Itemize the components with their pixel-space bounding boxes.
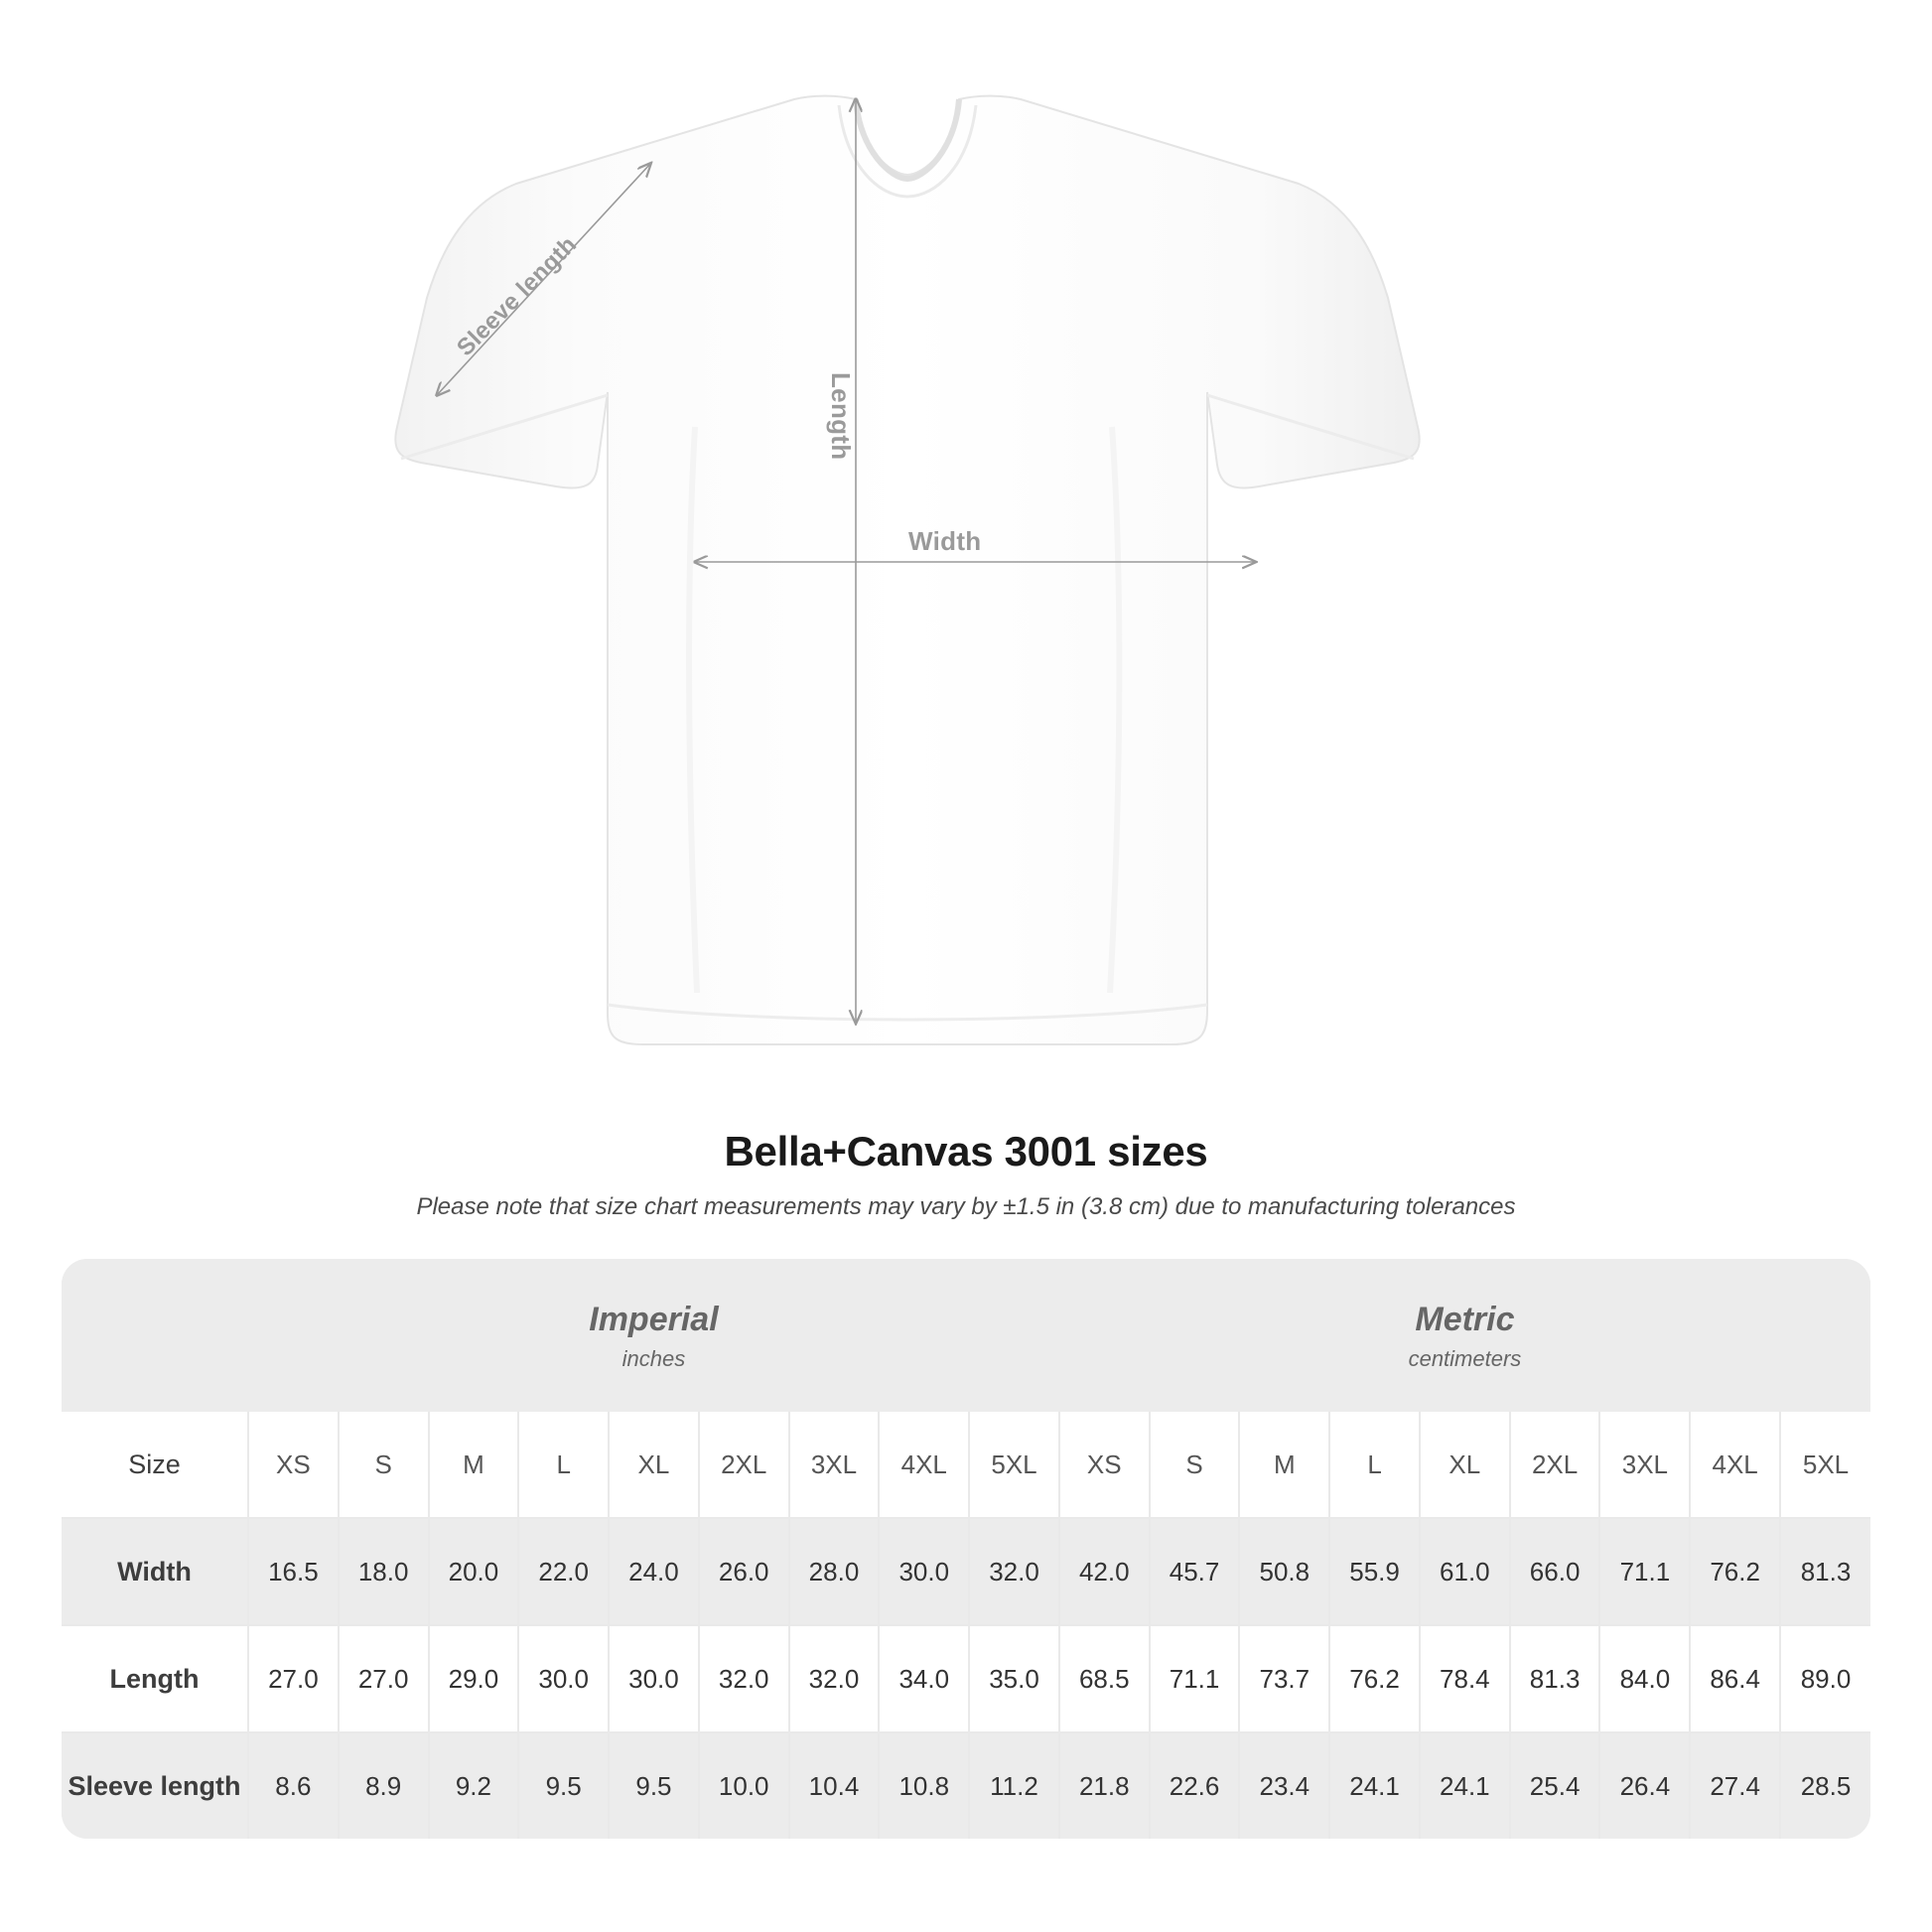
table-cell: 27.4 <box>1690 1732 1780 1839</box>
table-cell: 32.0 <box>699 1625 789 1732</box>
table-cell: 66.0 <box>1510 1518 1600 1625</box>
unit-imperial-name: Imperial <box>589 1300 719 1338</box>
table-cell: 68.5 <box>1059 1625 1150 1732</box>
size-header-cell: XL <box>609 1412 699 1518</box>
table-cell: 27.0 <box>248 1625 339 1732</box>
table-cell: 22.0 <box>518 1518 609 1625</box>
table-cell: 30.0 <box>609 1625 699 1732</box>
table-cell: 35.0 <box>969 1625 1059 1732</box>
table-cell: 10.0 <box>699 1732 789 1839</box>
size-header-cell: M <box>429 1412 519 1518</box>
table-cell: 50.8 <box>1239 1518 1329 1625</box>
table-cell: 86.4 <box>1690 1625 1780 1732</box>
table-row <box>62 1625 1870 1732</box>
table-cell: 20.0 <box>429 1518 519 1625</box>
table-cell: 73.7 <box>1239 1625 1329 1732</box>
table-cell: 8.6 <box>248 1732 339 1839</box>
size-header-cell: XS <box>1059 1412 1150 1518</box>
table-cell: 34.0 <box>879 1625 969 1732</box>
row-label-sleeve-length: Sleeve length <box>62 1732 248 1839</box>
table-cell: 29.0 <box>429 1625 519 1732</box>
table-row <box>62 1732 1870 1839</box>
table-cell: 26.0 <box>699 1518 789 1625</box>
heading-block <box>0 1128 1932 1221</box>
table-cell: 78.4 <box>1420 1625 1510 1732</box>
table-cell: 9.5 <box>609 1732 699 1839</box>
size-header-row <box>62 1412 1870 1518</box>
size-header-cell: 3XL <box>789 1412 880 1518</box>
size-header-cell: XS <box>248 1412 339 1518</box>
table-cell: 89.0 <box>1780 1625 1870 1732</box>
table-cell: 9.5 <box>518 1732 609 1839</box>
table-cell: 76.2 <box>1690 1518 1780 1625</box>
table-cell: 10.8 <box>879 1732 969 1839</box>
table-cell: 28.5 <box>1780 1732 1870 1839</box>
table-cell: 55.9 <box>1329 1518 1420 1625</box>
shirt-outline <box>395 96 1419 1044</box>
tolerance-note: Please note that size chart measurements may vary by ±1.5 in (3.8 cm) due to manufacturing tolerances <box>416 1193 1516 1220</box>
table-cell: 11.2 <box>969 1732 1059 1839</box>
unit-group-imperial <box>248 1259 1059 1412</box>
size-header-cell: 2XL <box>1510 1412 1600 1518</box>
size-table <box>62 1259 1870 1839</box>
unit-imperial-sub: inches <box>621 1346 686 1372</box>
table-cell: 81.3 <box>1780 1518 1870 1625</box>
size-header-cell: 4XL <box>879 1412 969 1518</box>
size-header-cell: 2XL <box>699 1412 789 1518</box>
table-cell: 76.2 <box>1329 1625 1420 1732</box>
table-cell: 45.7 <box>1150 1518 1240 1625</box>
table-cell: 71.1 <box>1599 1518 1690 1625</box>
row-label-width: Width <box>62 1518 248 1625</box>
size-header-cell: XL <box>1420 1412 1510 1518</box>
size-table-container <box>62 1259 1870 1839</box>
size-header-cell: L <box>518 1412 609 1518</box>
unit-metric-sub: centimeters <box>1408 1346 1522 1372</box>
size-header-cell: 5XL <box>1780 1412 1870 1518</box>
unit-group-metric <box>1059 1259 1870 1412</box>
table-cell: 18.0 <box>339 1518 429 1625</box>
table-cell: 24.1 <box>1329 1732 1420 1839</box>
size-header-cell: S <box>1150 1412 1240 1518</box>
table-cell: 28.0 <box>789 1518 880 1625</box>
unit-header-row <box>62 1259 1870 1412</box>
unit-metric-name: Metric <box>1415 1300 1515 1338</box>
table-cell: 26.4 <box>1599 1732 1690 1839</box>
table-cell: 21.8 <box>1059 1732 1150 1839</box>
size-header-cell: 5XL <box>969 1412 1059 1518</box>
table-cell: 71.1 <box>1150 1625 1240 1732</box>
row-label-length: Length <box>62 1625 248 1732</box>
unit-row-corner <box>62 1259 248 1412</box>
sleeve-length-dimension-label: Sleeve length <box>452 230 583 362</box>
size-header-cell: M <box>1239 1412 1329 1518</box>
table-row <box>62 1518 1870 1625</box>
length-dimension-label: Length <box>826 372 856 461</box>
table-cell: 61.0 <box>1420 1518 1510 1625</box>
table-cell: 30.0 <box>879 1518 969 1625</box>
table-cell: 32.0 <box>969 1518 1059 1625</box>
width-dimension-label: Width <box>908 526 982 556</box>
size-header-cell: 4XL <box>1690 1412 1780 1518</box>
table-cell: 24.0 <box>609 1518 699 1625</box>
table-cell: 23.4 <box>1239 1732 1329 1839</box>
table-cell: 25.4 <box>1510 1732 1600 1839</box>
size-header-cell: S <box>339 1412 429 1518</box>
table-cell: 24.1 <box>1420 1732 1510 1839</box>
table-cell: 32.0 <box>789 1625 880 1732</box>
table-cell: 10.4 <box>789 1732 880 1839</box>
size-header-cell: L <box>1329 1412 1420 1518</box>
table-cell: 8.9 <box>339 1732 429 1839</box>
table-cell: 30.0 <box>518 1625 609 1732</box>
table-cell: 16.5 <box>248 1518 339 1625</box>
size-header-cell: 3XL <box>1599 1412 1690 1518</box>
table-cell: 22.6 <box>1150 1732 1240 1839</box>
table-cell: 42.0 <box>1059 1518 1150 1625</box>
table-cell: 81.3 <box>1510 1625 1600 1732</box>
table-cell: 9.2 <box>429 1732 519 1839</box>
size-header-label: Size <box>62 1412 248 1518</box>
table-cell: 27.0 <box>339 1625 429 1732</box>
table-cell: 84.0 <box>1599 1625 1690 1732</box>
page-title: Bella+Canvas 3001 sizes <box>724 1128 1208 1174</box>
